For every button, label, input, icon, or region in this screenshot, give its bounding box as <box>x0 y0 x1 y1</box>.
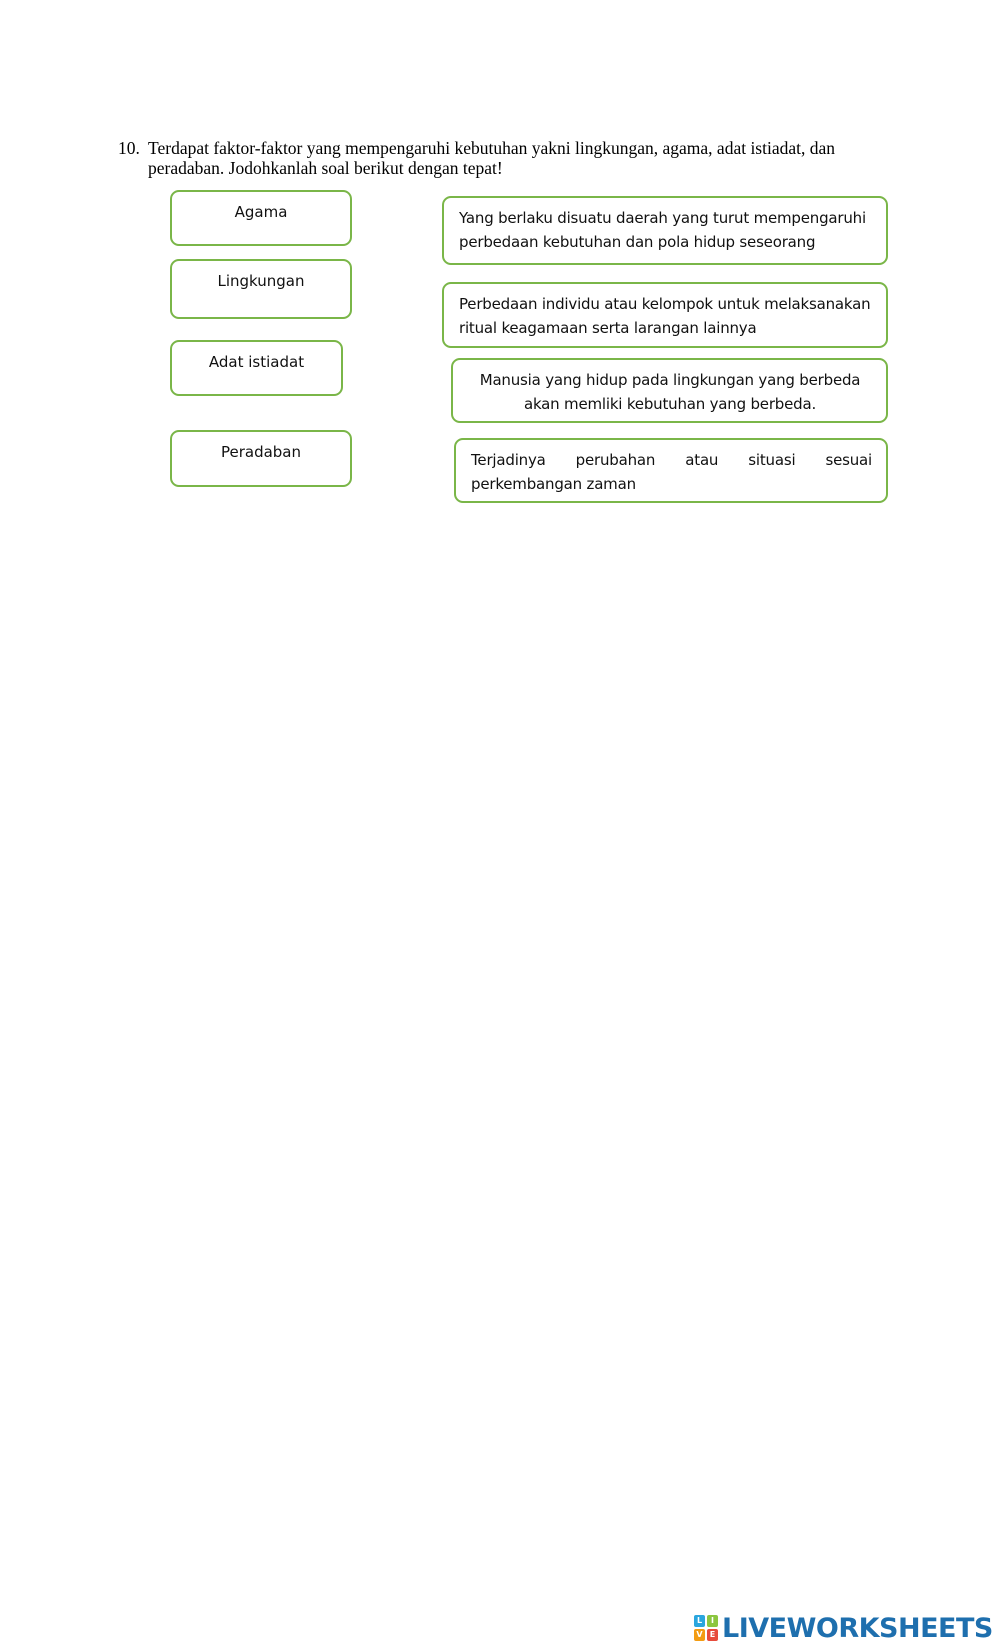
match-left-peradaban[interactable] <box>170 430 352 487</box>
match-left-lingkungan[interactable] <box>170 259 352 319</box>
liveworksheets-logo <box>694 1611 993 1645</box>
match-right-text-line-2: perbedaan kebutuhan dan pola hidup seseorang <box>459 233 816 251</box>
match-left-label: Agama <box>234 203 288 221</box>
match-left-label: Lingkungan <box>217 272 305 290</box>
match-right-text-line-1: Terjadinya perubahan atau situasi sesuai <box>471 451 872 469</box>
match-right-peradaban-description[interactable] <box>454 438 888 503</box>
match-left-label: Adat istiadat <box>208 353 305 371</box>
question <box>118 138 878 178</box>
match-right-text-line-2: akan memliki kebutuhan yang berbeda. <box>523 395 817 413</box>
match-right-text-line-2: perkembangan zaman <box>471 475 636 493</box>
liveworksheets-logo-text: LIVEWORKSHEETS <box>722 1612 993 1644</box>
match-left-adat-istiadat[interactable] <box>170 340 343 396</box>
match-left-agama[interactable] <box>170 190 352 246</box>
match-right-text-line-1: Manusia yang hidup pada lingkungan yang berbeda <box>479 371 861 389</box>
match-right-agama-description[interactable] <box>442 282 888 348</box>
match-right-text-line-1: Yang berlaku disuatu daerah yang turut mempengaruhi <box>459 209 866 227</box>
match-right-text-line-1: Perbedaan individu atau kelompok untuk melaksanakan <box>459 295 871 313</box>
question-text-line-1: Terdapat faktor-faktor yang mempengaruhi kebutuhan yakni lingkungan, agama, adat istiadat, dan <box>148 138 836 158</box>
question-text-line-2: peradaban. Jodohkanlah soal berikut dengan tepat! <box>148 158 503 178</box>
question-number: 10. <box>118 138 140 158</box>
match-right-adat-description[interactable] <box>442 196 888 265</box>
match-right-lingkungan-description[interactable] <box>451 358 888 423</box>
match-right-text-line-2: ritual keagamaan serta larangan lainnya <box>459 319 757 337</box>
liveworksheets-logo-icon: L I V E <box>694 1615 718 1641</box>
match-left-label: Peradaban <box>220 443 302 461</box>
